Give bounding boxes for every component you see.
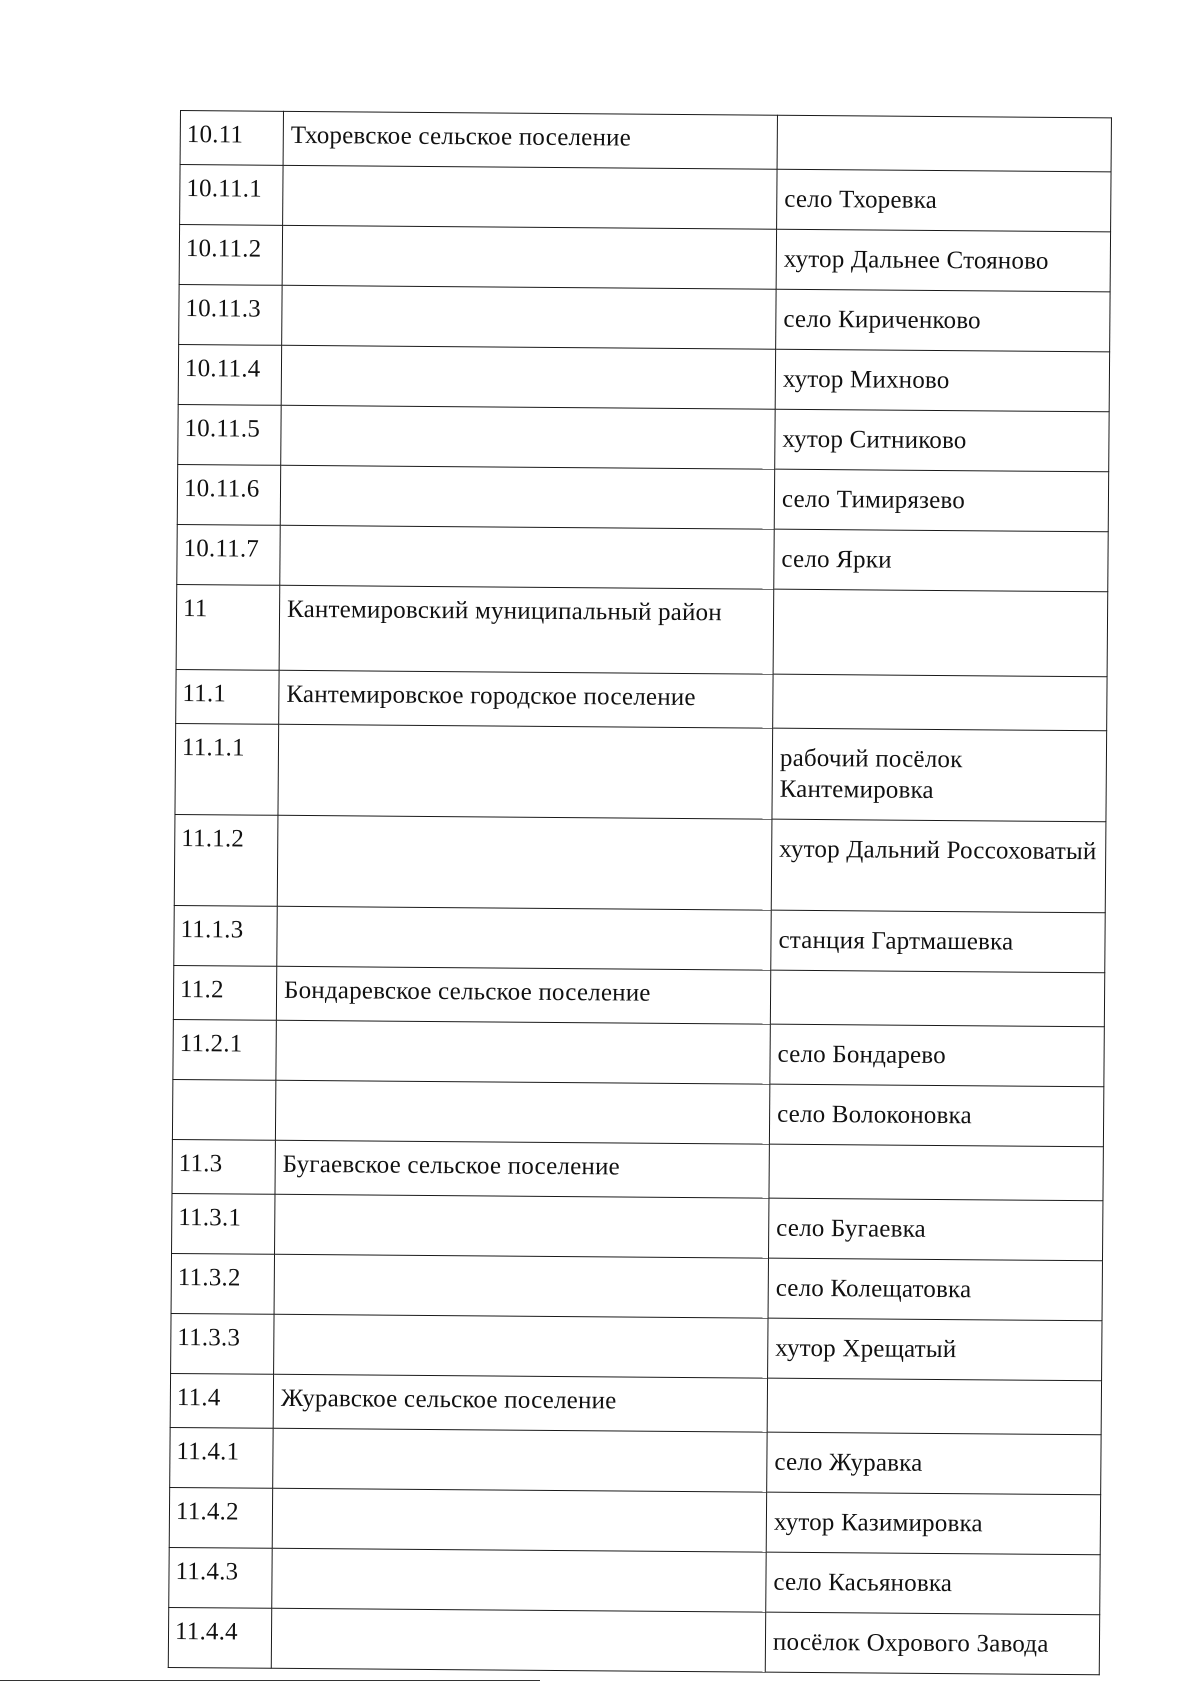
cell-settlement: рабочий посёлок Кантемировка — [772, 728, 1107, 822]
cell-settlement: село Ярки — [774, 529, 1108, 592]
table-row — [179, 225, 1110, 292]
cell-municipality — [280, 465, 774, 529]
cell-municipality — [276, 1020, 770, 1084]
table-row-group — [176, 584, 1108, 676]
table-row — [172, 1079, 1103, 1146]
cell-settlement: село Бондарево — [770, 1024, 1104, 1087]
cell-settlement: хутор Дальнее Стояново — [776, 229, 1110, 292]
cell-number: 11.4.1 — [170, 1427, 273, 1488]
cell-municipality — [272, 1488, 766, 1552]
table-body — [168, 111, 1111, 1675]
cell-settlement: хутор Ситниково — [775, 409, 1109, 472]
cell-municipality — [274, 1254, 768, 1318]
cell-settlement — [773, 589, 1108, 677]
cell-number: 11.1.1 — [175, 723, 279, 815]
table-row — [168, 1607, 1099, 1674]
cell-settlement — [777, 115, 1111, 172]
cell-number: 11.3.1 — [172, 1193, 275, 1254]
cell-municipality — [277, 906, 771, 970]
table-row — [170, 1427, 1101, 1494]
cell-municipality — [282, 285, 776, 349]
cell-settlement: хутор Казимировка — [766, 1492, 1100, 1555]
cell-settlement: село Бугаевка — [769, 1198, 1103, 1261]
table-row-group — [172, 1139, 1103, 1200]
cell-number: 10.11.5 — [178, 404, 281, 465]
table-row — [178, 404, 1109, 471]
cell-number: 11.3.2 — [171, 1253, 274, 1314]
cell-number: 11.4 — [170, 1373, 273, 1428]
cell-settlement — [767, 1378, 1101, 1435]
table-row-group — [180, 111, 1111, 172]
cell-municipality: Тхоревское сельское поселение — [283, 111, 777, 169]
cell-settlement: село Тхоревка — [777, 169, 1111, 232]
footer-rule — [0, 1680, 540, 1681]
cell-number: 11.1.3 — [174, 905, 277, 966]
table-row — [174, 814, 1106, 912]
cell-number: 11.1.2 — [174, 814, 278, 906]
table-row — [171, 1313, 1102, 1380]
cell-number: 11.3.3 — [171, 1313, 274, 1374]
cell-municipality: Кантемировское городское поселение — [279, 670, 773, 728]
cell-settlement: хутор Михново — [775, 349, 1109, 412]
cell-municipality — [275, 1080, 769, 1144]
cell-number: 10.11.7 — [177, 524, 280, 585]
cell-settlement — [769, 1144, 1103, 1201]
cell-municipality: Бондаревское сельское поселение — [276, 966, 770, 1024]
cell-number: 10.11.3 — [179, 284, 282, 345]
table-row — [174, 905, 1105, 972]
cell-number: 10.11.6 — [177, 464, 280, 525]
cell-municipality — [274, 1314, 768, 1378]
cell-settlement: село Волоконовка — [769, 1084, 1103, 1147]
cell-number: 11.2 — [173, 965, 276, 1020]
table-row — [177, 524, 1108, 591]
cell-municipality — [271, 1608, 765, 1672]
cell-municipality — [281, 405, 775, 469]
cell-number: 10.11.4 — [178, 344, 281, 405]
cell-municipality — [282, 225, 776, 289]
cell-settlement: хутор Хрещатый — [768, 1318, 1102, 1381]
cell-municipality: Кантемировский муниципальный район — [279, 585, 774, 674]
table-row — [179, 284, 1110, 351]
cell-number: 11.1 — [176, 669, 279, 724]
cell-number: 11.3 — [172, 1139, 275, 1194]
table-row — [177, 464, 1108, 531]
cell-municipality — [272, 1548, 766, 1612]
cell-municipality — [278, 724, 773, 819]
cell-settlement: село Колещатовка — [768, 1258, 1102, 1321]
cell-number: 10.11 — [180, 111, 283, 166]
table-row-group — [170, 1373, 1101, 1434]
cell-settlement: село Касьяновка — [766, 1552, 1100, 1615]
cell-settlement: хутор Дальний Россоховатый — [771, 819, 1106, 913]
table-row-group — [176, 669, 1107, 730]
cell-settlement: станция Гартмашевка — [771, 910, 1105, 973]
table-row — [169, 1487, 1100, 1554]
cell-municipality — [277, 815, 772, 910]
cell-settlement: посёлок Охрового Завода — [765, 1612, 1099, 1675]
cell-number: 11.4.4 — [168, 1607, 271, 1668]
table-row — [173, 1019, 1104, 1086]
table-row — [171, 1253, 1102, 1320]
cell-municipality — [273, 1428, 767, 1492]
table-row — [178, 344, 1109, 411]
table-row — [169, 1547, 1100, 1614]
cell-number — [172, 1079, 275, 1140]
table-row — [180, 165, 1111, 232]
cell-settlement: село Журавка — [767, 1432, 1101, 1495]
cell-settlement: село Тимирязево — [774, 469, 1108, 532]
cell-municipality: Бугаевское сельское поселение — [275, 1140, 769, 1198]
cell-settlement — [770, 970, 1104, 1027]
table-row — [172, 1193, 1103, 1260]
cell-municipality — [281, 345, 775, 409]
cell-municipality — [275, 1194, 769, 1258]
cell-municipality — [280, 525, 774, 589]
cell-number: 11.4.3 — [169, 1547, 272, 1608]
cell-number: 11.4.2 — [169, 1487, 272, 1548]
cell-number: 11 — [176, 584, 280, 670]
cell-number: 10.11.2 — [179, 225, 282, 286]
cell-number: 10.11.1 — [180, 165, 283, 226]
table-row-group — [173, 965, 1104, 1026]
settlements-table — [168, 110, 1112, 1675]
cell-settlement: село Кириченково — [776, 289, 1110, 352]
table-row — [175, 723, 1107, 821]
cell-municipality: Журавское сельское поселение — [273, 1374, 767, 1432]
cell-municipality — [283, 165, 777, 229]
cell-number: 11.2.1 — [173, 1019, 276, 1080]
cell-settlement — [773, 674, 1107, 731]
